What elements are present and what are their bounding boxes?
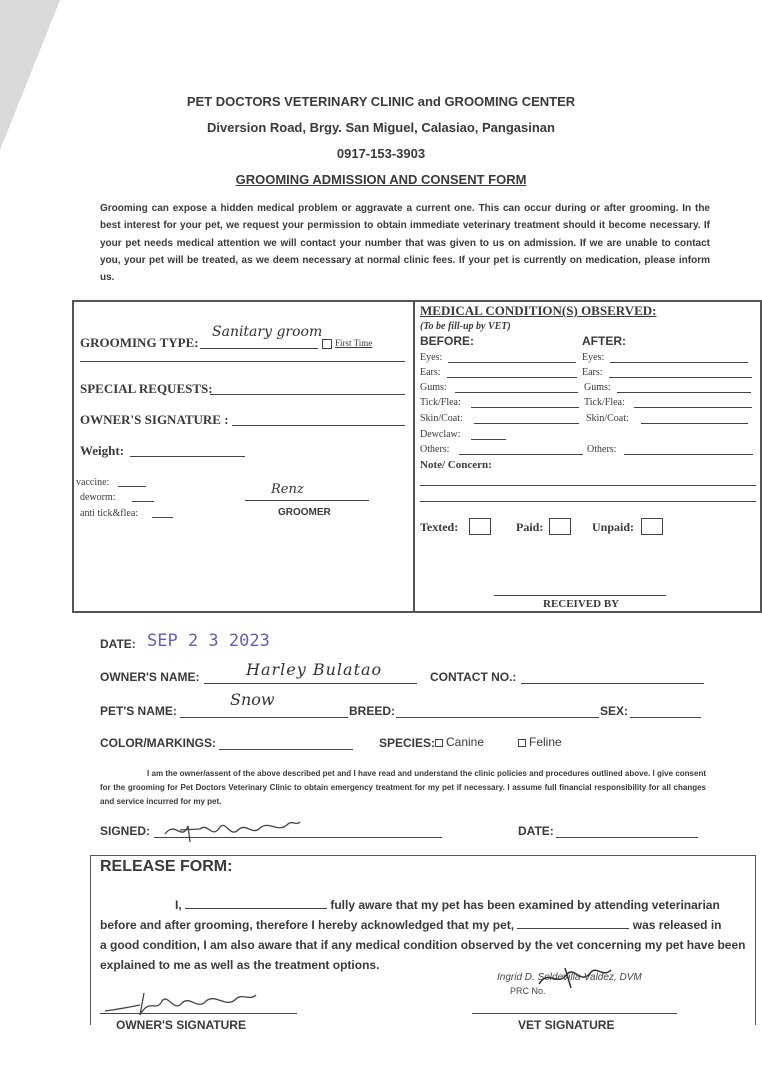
- special-requests-line[interactable]: [210, 394, 405, 395]
- signed-label: SIGNED:: [100, 824, 151, 838]
- before-others-label: Others:: [420, 444, 450, 455]
- grooming-type-line: [200, 348, 318, 349]
- owner-signature-line[interactable]: [232, 425, 405, 426]
- received-by-label: RECEIVED BY: [543, 598, 620, 610]
- unpaid-checkbox[interactable]: [641, 518, 663, 535]
- vet-signature-label: VET SIGNATURE: [518, 1018, 615, 1032]
- after-ears-line[interactable]: [609, 377, 752, 378]
- before-gums-label: Gums:: [420, 382, 447, 393]
- paid-label: Paid:: [516, 520, 544, 534]
- feline-label: Feline: [529, 735, 562, 749]
- pet-name-line[interactable]: [180, 717, 348, 718]
- owner-signature-scribble: [160, 812, 305, 846]
- note-line-2[interactable]: [420, 501, 756, 502]
- release-owner-signature-line[interactable]: [100, 1013, 297, 1014]
- groomer-name: Renz: [271, 482, 304, 497]
- texted-checkbox[interactable]: [469, 518, 491, 535]
- breed-line[interactable]: [396, 717, 599, 718]
- deworm-label: deworm:: [80, 492, 116, 503]
- release-line-1: [100, 895, 752, 915]
- breed-label: BREED:: [349, 704, 396, 718]
- note-label: Note/ Concern:: [420, 459, 492, 471]
- groomer-label: GROOMER: [278, 507, 331, 518]
- before-label: BEFORE:: [420, 334, 474, 348]
- sex-line[interactable]: [630, 717, 701, 718]
- contact-line[interactable]: [521, 683, 704, 684]
- after-others-label: Others:: [587, 444, 617, 455]
- consent-paragraph: I am the owner/assent of the above described pet and I have read and understand the clinic policies and procedures outlined above. I give consent for the grooming for Pet Doctors Veterinary Clinic to obtain emergency treatment for my pet if necessary. I assume full financial responsibility for all changes and service incurred for my pet.: [100, 769, 706, 806]
- before-eyes-line[interactable]: [448, 362, 576, 363]
- color-markings-label: COLOR/MARKINGS:: [100, 736, 216, 750]
- intro-paragraph: Grooming can expose a hidden medical problem or aggravate a current one. This can occur during or after grooming. In the best interest for your pet, we request your permission to obtain immediate veterinary treatment should it become necessary. If your pet needs medical attention we will contact your number that was given to us on admission. If we are unable to contact you, your pet will be treated, as we deem necessary at normal clinic fees. If your pet is currently on medication, please inform us.: [100, 203, 710, 284]
- release-line2-end: was released in: [632, 918, 722, 932]
- vet-stamp-prc: PRC No.: [510, 986, 546, 996]
- release-owner-signature-label: OWNER'S SIGNATURE: [116, 1018, 246, 1032]
- release-line2-text: before and after grooming, therefore I hereby acknowledged that my pet,: [100, 918, 515, 932]
- clinic-address: Diversion Road, Brgy. San Miguel, Calasiao, Pangasinan: [207, 120, 555, 135]
- note-line-1[interactable]: [420, 485, 756, 486]
- after-others-line[interactable]: [624, 454, 753, 455]
- canine-checkbox-icon[interactable]: [435, 739, 443, 747]
- species-label: SPECIES:: [379, 736, 436, 750]
- unpaid-label: Unpaid:: [592, 520, 635, 534]
- weight-line[interactable]: [130, 456, 245, 457]
- before-dewclaw-line[interactable]: [471, 439, 506, 440]
- sex-label: SEX:: [600, 704, 629, 718]
- medical-title: MEDICAL CONDITION(S) OBSERVED:: [420, 303, 657, 318]
- special-requests-label: SPECIAL REQUESTS:: [80, 381, 213, 396]
- form-divider: [413, 300, 415, 613]
- before-tick-label: Tick/Flea:: [420, 397, 461, 408]
- owner-name-value[interactable]: Harley Bulatao: [246, 660, 383, 679]
- before-dewclaw-label: Dewclaw:: [420, 429, 461, 440]
- canine-label: Canine: [446, 735, 485, 749]
- after-eyes-label: Eyes:: [582, 352, 605, 363]
- vet-signature-scribble: [535, 962, 615, 992]
- after-label: AFTER:: [582, 334, 626, 348]
- grooming-type-line-2: [80, 361, 405, 362]
- anti-tick-line[interactable]: [152, 517, 173, 518]
- vet-stamp-name: Ingrid D. Soldevilla-Valdez, DVM: [497, 972, 642, 983]
- release-i: I,: [175, 898, 182, 912]
- groomer-line: [245, 500, 369, 501]
- before-eyes-label: Eyes:: [420, 352, 443, 363]
- date-stamp: SEP 2 3 2023: [147, 631, 270, 651]
- signed-date-line[interactable]: [556, 837, 698, 838]
- before-gums-line[interactable]: [455, 392, 578, 393]
- release-pet-blank[interactable]: [517, 917, 629, 929]
- date-label: DATE:: [100, 637, 136, 651]
- release-paragraph: [100, 895, 752, 975]
- form-title: GROOMING ADMISSION AND CONSENT FORM: [235, 172, 527, 187]
- after-skin-label: Skin/Coat:: [586, 413, 629, 424]
- after-eyes-line[interactable]: [610, 362, 748, 363]
- weight-label: Weight:: [80, 443, 125, 458]
- feline-checkbox-icon[interactable]: [518, 739, 526, 747]
- owner-name-line[interactable]: [204, 683, 417, 684]
- signed-date-label: DATE:: [518, 824, 554, 838]
- vaccine-label: vaccine:: [76, 477, 110, 488]
- clinic-phone: 0917-153-3903: [336, 146, 426, 161]
- after-tick-label: Tick/Flea:: [584, 397, 625, 408]
- release-line1-text: fully aware that my pet has been examined by attending veterinarian: [330, 898, 720, 912]
- clinic-name: PET DOCTORS VETERINARY CLINIC and GROOMING CENTER: [186, 94, 576, 109]
- received-by-line[interactable]: [494, 595, 666, 596]
- after-gums-label: Gums:: [584, 382, 611, 393]
- paid-checkbox[interactable]: [549, 518, 571, 535]
- species-feline-option[interactable]: [518, 735, 562, 749]
- release-line-2: [100, 915, 752, 935]
- pet-name-value[interactable]: Snow: [230, 690, 275, 709]
- release-line-rest: a good condition, I am also aware that if any medical condition observed by the vet concerning my pet have been explained to me as well as the treatment options.: [100, 938, 746, 972]
- owner-signature-label: OWNER'S SIGNATURE :: [80, 412, 229, 427]
- texted-label: Texted:: [420, 520, 459, 534]
- before-skin-label: Skin/Coat:: [420, 413, 463, 424]
- checkbox-icon[interactable]: [322, 339, 332, 349]
- before-skin-line[interactable]: [474, 423, 579, 424]
- pet-name-label: PET'S NAME:: [100, 704, 177, 718]
- owner-name-label: OWNER'S NAME:: [100, 670, 200, 684]
- first-time-label: First Time: [335, 338, 373, 348]
- before-tick-line[interactable]: [471, 407, 579, 408]
- after-tick-line[interactable]: [634, 407, 752, 408]
- color-markings-line[interactable]: [219, 749, 353, 750]
- contact-label: CONTACT NO.:: [430, 670, 517, 684]
- anti-tick-label: anti tick&flea:: [80, 508, 139, 519]
- grooming-type-label: GROOMING TYPE:: [80, 335, 199, 350]
- release-title: RELEASE FORM:: [100, 858, 233, 875]
- after-ears-label: Ears:: [582, 367, 603, 378]
- deworm-line[interactable]: [132, 501, 154, 502]
- release-owner-blank[interactable]: [185, 897, 327, 909]
- before-ears-line[interactable]: [447, 377, 577, 378]
- after-gums-line[interactable]: [617, 392, 751, 393]
- first-time-checkbox[interactable]: [322, 338, 372, 349]
- medical-subtitle: (To be fill-up by VET): [420, 321, 511, 332]
- vet-signature-line[interactable]: [472, 1013, 677, 1014]
- grooming-type-value[interactable]: Sanitary groom: [212, 324, 323, 340]
- vaccine-line[interactable]: [118, 486, 146, 487]
- after-skin-line[interactable]: [641, 423, 748, 424]
- before-ears-label: Ears:: [420, 367, 441, 378]
- species-canine-option[interactable]: [435, 735, 484, 749]
- before-others-line[interactable]: [459, 454, 583, 455]
